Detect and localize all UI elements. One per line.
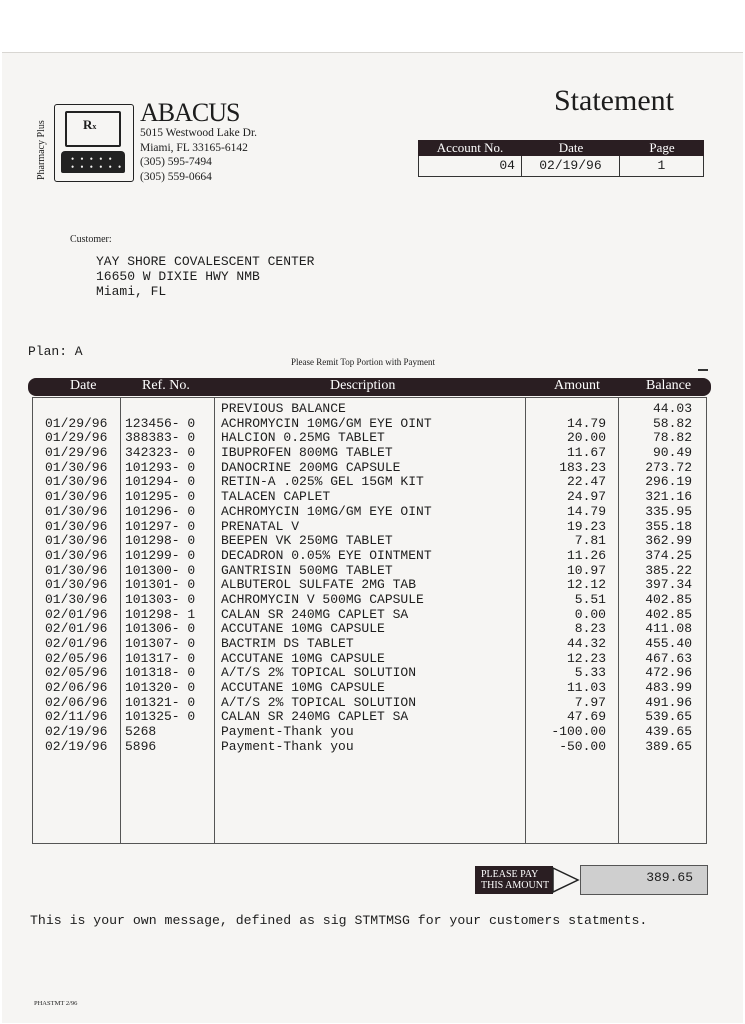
row-description: CALAN SR 240MG CAPLET SA — [221, 606, 409, 622]
table-row — [33, 593, 706, 608]
customer-label: Customer: — [70, 234, 112, 245]
row-amount: 8.23 — [574, 621, 606, 637]
row-date: 02/01/96 — [45, 636, 108, 651]
row-balance: 385.22 — [645, 562, 692, 578]
account-info-header — [418, 140, 704, 156]
row-amount: 20.00 — [566, 430, 606, 446]
row-description: RETIN-A .025% GEL 15GM KIT — [221, 474, 424, 490]
row-date: 01/30/96 — [45, 533, 108, 549]
row-description: DECADRON 0.05% EYE OINTMENT — [221, 547, 432, 563]
row-amount: 12.12 — [566, 577, 606, 593]
row-balance: 362.99 — [645, 533, 692, 549]
row-ref-no: 388383- 0 — [125, 430, 196, 446]
computer-monitor-icon — [65, 111, 121, 147]
table-row — [33, 652, 706, 667]
row-ref-no: 101300- 0 — [125, 562, 196, 578]
address-line1: 5015 Westwood Lake Dr. — [140, 127, 258, 139]
row-amount: 5.33 — [574, 665, 606, 681]
row-description: DANOCRINE 200MG CAPSULE — [221, 459, 401, 475]
row-ref-no: 342323- 0 — [125, 445, 196, 461]
row-balance: 472.96 — [645, 665, 692, 681]
row-date: 02/19/96 — [45, 724, 108, 740]
row-date: 01/30/96 — [45, 547, 108, 563]
page-label: Page — [649, 140, 675, 155]
row-date: 02/01/96 — [45, 606, 108, 622]
table-row — [33, 696, 706, 711]
row-balance: 439.65 — [645, 724, 692, 740]
row-description: TALACEN CAPLET — [221, 489, 331, 505]
row-ref-no: 101320- 0 — [125, 680, 196, 696]
row-balance: 90.49 — [652, 445, 692, 461]
row-description: PRENATAL V — [221, 518, 300, 534]
table-row — [33, 446, 706, 461]
account-no-value: 04 — [419, 156, 522, 176]
phone-1: (305) 595-7494 — [140, 156, 212, 168]
arrow-right-icon — [552, 866, 582, 894]
row-balance: 455.40 — [645, 636, 692, 651]
row-ref-no: 101299- 0 — [125, 547, 196, 563]
row-description: ACHROMYCIN 10MG/GM EYE OINT — [221, 415, 432, 431]
row-amount: 11.03 — [566, 680, 606, 696]
pharmacy-plus-label: Pharmacy Plus — [36, 120, 47, 180]
row-date: 02/05/96 — [45, 650, 108, 666]
row-balance: 44.03 — [652, 401, 692, 416]
row-ref-no: 101297- 0 — [125, 518, 196, 534]
col-balance: Balance — [646, 378, 692, 393]
row-description: IBUPROFEN 800MG TABLET — [221, 445, 393, 461]
row-amount: -50.00 — [559, 738, 606, 754]
table-row — [33, 608, 706, 623]
table-row — [33, 475, 706, 490]
form-code: PHASTMT 2/96 — [34, 1000, 78, 1007]
account-no-label: Account No. — [436, 140, 504, 155]
row-ref-no: 101298- 1 — [125, 606, 196, 622]
row-ref-no: 5896 — [125, 738, 157, 754]
table-row — [33, 549, 706, 564]
table-row — [33, 710, 706, 725]
customer-message: This is your own message, defined as sig STMTMSG for your customers statments. — [30, 913, 648, 928]
row-amount: 12.23 — [566, 650, 606, 666]
date-label: Date — [558, 140, 584, 155]
row-description: BACTRIM DS TABLET — [221, 636, 354, 651]
row-ref-no: 101307- 0 — [125, 636, 196, 651]
table-row — [33, 740, 706, 755]
row-balance: 58.82 — [652, 415, 692, 431]
date-value: 02/19/96 — [522, 156, 620, 176]
row-balance: 389.65 — [645, 738, 692, 754]
row-description: PREVIOUS BALANCE — [221, 401, 346, 416]
col-description: Description — [330, 378, 396, 393]
col-ref-no: Ref. No. — [142, 378, 190, 393]
row-balance: 374.25 — [645, 547, 692, 563]
row-description: ACCUTANE 10MG CAPSULE — [221, 621, 385, 637]
row-date: 01/29/96 — [45, 445, 108, 461]
table-row — [33, 505, 706, 520]
row-date: 01/30/96 — [45, 474, 108, 490]
table-row — [33, 461, 706, 476]
row-description: HALCION 0.25MG TABLET — [221, 430, 385, 446]
row-description: ALBUTEROL SULFATE 2MG TAB — [221, 577, 417, 593]
row-description: A/T/S 2% TOPICAL SOLUTION — [221, 694, 417, 710]
table-row — [33, 637, 706, 652]
amount-due-value: 389.65 — [580, 865, 708, 895]
row-ref-no: 101301- 0 — [125, 577, 196, 593]
row-amount: 47.69 — [566, 709, 606, 725]
abacus-logo — [54, 104, 134, 182]
row-date: 01/29/96 — [45, 415, 108, 431]
row-balance: 539.65 — [645, 709, 692, 725]
row-ref-no: 101294- 0 — [125, 474, 196, 490]
row-amount: 24.97 — [566, 489, 606, 505]
col-date: Date — [70, 378, 97, 393]
page-value: 1 — [657, 158, 666, 173]
row-date: 02/06/96 — [45, 680, 108, 696]
row-description: A/T/S 2% TOPICAL SOLUTION — [221, 665, 417, 681]
row-date: 01/29/96 — [45, 430, 108, 446]
row-amount: 10.97 — [566, 562, 606, 578]
row-ref-no: 101298- 0 — [125, 533, 196, 549]
table-row — [33, 725, 706, 740]
customer-name: YAY SHORE COVALESCENT CENTER — [96, 254, 315, 269]
transactions-table — [32, 397, 707, 844]
customer-street: 16650 W DIXIE HWY NMB — [96, 269, 260, 284]
row-balance: 335.95 — [645, 503, 692, 519]
table-row — [33, 417, 706, 432]
row-balance: 397.34 — [645, 577, 692, 593]
row-balance: 402.85 — [645, 606, 692, 622]
row-ref-no: 101306- 0 — [125, 621, 196, 637]
divider-mark — [698, 369, 708, 371]
row-amount: 14.79 — [566, 415, 606, 431]
row-amount: 22.47 — [566, 474, 606, 490]
row-description: CALAN SR 240MG CAPLET SA — [221, 709, 409, 725]
row-date: 01/30/96 — [45, 518, 108, 534]
remit-note: Please Remit Top Portion with Payment — [291, 357, 435, 367]
transaction-rows — [33, 402, 706, 755]
row-ref-no: 101317- 0 — [125, 650, 196, 666]
row-ref-no: 101321- 0 — [125, 694, 196, 710]
row-description: Payment-Thank you — [221, 724, 354, 740]
row-description: ACHROMYCIN 10MG/GM EYE OINT — [221, 503, 432, 519]
table-row — [33, 490, 706, 505]
row-balance: 296.19 — [645, 474, 692, 490]
row-date: 02/11/96 — [45, 709, 108, 725]
table-row — [33, 681, 706, 696]
row-description: ACCUTANE 10MG CAPSULE — [221, 650, 385, 666]
table-row — [33, 534, 706, 549]
table-row — [33, 520, 706, 535]
row-description: GANTRISIN 500MG TABLET — [221, 562, 393, 578]
please-pay-line2: THIS AMOUNT — [481, 880, 550, 891]
account-info-values — [418, 156, 704, 177]
row-ref-no: 5268 — [125, 724, 157, 740]
row-ref-no: 101303- 0 — [125, 591, 196, 607]
row-description: Payment-Thank you — [221, 738, 354, 754]
row-balance: 78.82 — [652, 430, 692, 446]
keyboard-icon: • • • • • • • • • • • — [61, 151, 125, 173]
row-ref-no: 101295- 0 — [125, 489, 196, 505]
table-row — [33, 402, 706, 417]
row-amount: 183.23 — [559, 459, 606, 475]
row-date: 01/30/96 — [45, 503, 108, 519]
address-line2: Miami, FL 33165-6142 — [140, 141, 248, 154]
row-ref-no: 123456- 0 — [125, 415, 196, 431]
company-address — [140, 126, 257, 184]
table-row — [33, 578, 706, 593]
customer-address — [96, 254, 314, 299]
customer-city: Miami, FL — [96, 284, 167, 299]
row-balance: 467.63 — [645, 650, 692, 666]
row-balance: 402.85 — [645, 591, 692, 607]
row-amount: 0.00 — [574, 606, 606, 622]
row-date: 01/30/96 — [45, 591, 108, 607]
row-amount: 5.51 — [574, 591, 606, 607]
row-amount: 11.26 — [566, 547, 606, 563]
phone-2: (305) 559-0664 — [140, 170, 212, 183]
plan-label: Plan: A — [28, 344, 83, 359]
row-date: 01/30/96 — [45, 562, 108, 578]
row-balance: 483.99 — [645, 680, 692, 696]
row-balance: 491.96 — [645, 694, 692, 710]
row-balance: 355.18 — [645, 518, 692, 534]
table-row — [33, 431, 706, 446]
row-date: 02/06/96 — [45, 694, 108, 710]
row-amount: 19.23 — [566, 518, 606, 534]
row-ref-no: 101293- 0 — [125, 459, 196, 475]
table-row — [33, 622, 706, 637]
table-row — [33, 666, 706, 681]
row-ref-no: 101296- 0 — [125, 503, 196, 519]
row-description: ACHROMYCIN V 500MG CAPSULE — [221, 591, 424, 607]
row-amount: 44.32 — [566, 636, 606, 651]
row-balance: 411.08 — [645, 621, 692, 637]
row-date: 01/30/96 — [45, 489, 108, 505]
row-ref-no: 101318- 0 — [125, 665, 196, 681]
please-pay-line1: PLEASE PAY — [481, 869, 539, 880]
row-date: 02/05/96 — [45, 665, 108, 681]
col-amount: Amount — [554, 378, 600, 393]
row-amount: 14.79 — [566, 503, 606, 519]
row-date: 02/01/96 — [45, 621, 108, 637]
row-description: ACCUTANE 10MG CAPSULE — [221, 680, 385, 696]
row-amount: -100.00 — [551, 724, 606, 740]
row-description: BEEPEN VK 250MG TABLET — [221, 533, 393, 549]
row-ref-no: 101325- 0 — [125, 709, 196, 725]
row-amount: 7.97 — [574, 694, 606, 710]
transactions-header — [28, 378, 711, 396]
row-date: 02/19/96 — [45, 738, 108, 754]
row-date: 01/30/96 — [45, 577, 108, 593]
statement-title: Statement — [554, 84, 674, 117]
table-row — [33, 564, 706, 579]
please-pay-label — [475, 866, 553, 894]
row-balance: 273.72 — [645, 459, 692, 475]
rx-icon: Rx — [83, 117, 97, 132]
row-balance: 321.16 — [645, 489, 692, 505]
row-amount: 7.81 — [574, 533, 606, 549]
row-date: 01/30/96 — [45, 459, 108, 475]
company-name: ABACUS — [140, 98, 240, 127]
row-amount: 11.67 — [566, 445, 606, 461]
account-info-table — [418, 140, 704, 177]
